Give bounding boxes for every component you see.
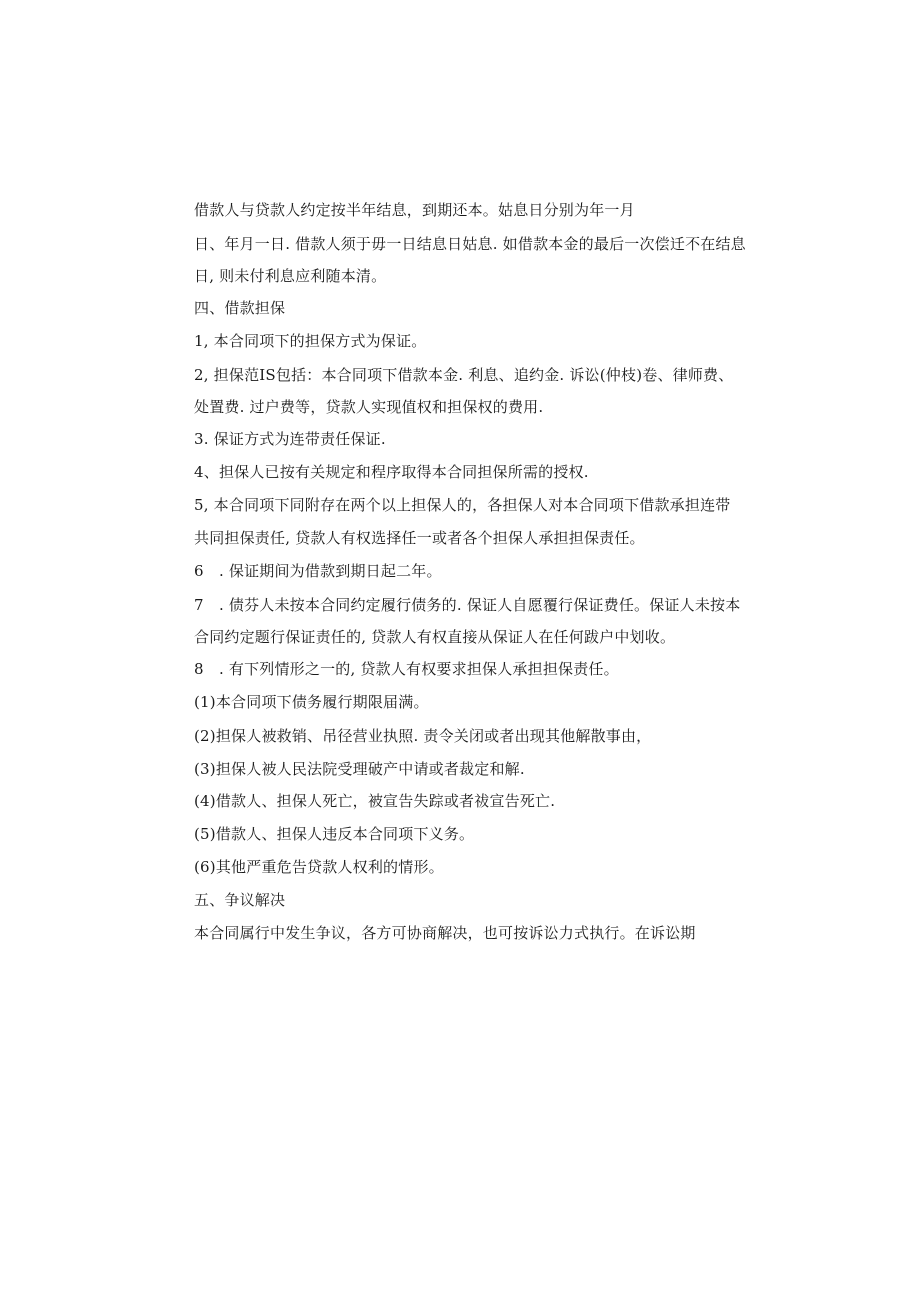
clause-8: 8 . 有下列情形之一的, 贷款人有权要求担保人承担担保责任。 <box>194 660 619 678</box>
clause-1: 1, 本合同项下的担保方式为保证。 <box>194 332 427 350</box>
sub-item-2: (2)担保人被救销、吊径营业执照. 责令关闭或者出现其他解散事由， <box>194 727 652 745</box>
clause-2-line-2: 处置费. 过户费等，贷款人实现值权和担保权的费用. <box>194 398 544 416</box>
clause-5-line-1: 5, 本合同项下同附存在两个以上担保人的，各担保人对本合同项下借款承担连带 <box>194 496 731 514</box>
sub-item-5: (5)借款人、担保人违反本合同项下义务。 <box>194 825 475 843</box>
paragraph-dispute-resolution: 本合同属行中发生争议，各方可协商解决，也可按诉讼力式执行。在诉讼期 <box>194 924 696 942</box>
clause-3: 3. 保证方式为连带责任保证. <box>194 430 386 448</box>
section-heading-guarantee: 四、借款担保 <box>194 299 286 317</box>
section-heading-dispute: 五、争议解决 <box>194 891 286 909</box>
sub-item-1: (1)本合同项下债务履行期限届满。 <box>194 693 429 711</box>
clause-7-line-2: 合同约定题行保证责任的, 贷款人有权直接从保证人在任何跋户中划收。 <box>194 628 676 646</box>
clause-2-line-1: 2, 担保范IS包括：本合同项下借款本金. 利息、追约金. 诉讼(仲枝)卷、律师费、 <box>194 366 734 384</box>
clause-7-line-1: 7 . 债芬人未按本合同约定履行债务的. 保证人自愿覆行保证费任。保证人未按本 <box>194 596 741 614</box>
paragraph-interest-settlement-line-1: 借款人与贷款人约定按半年结息，到期还本。姑息日分别为年一月 <box>194 201 635 219</box>
sub-item-3: (3)担保人被人民法院受理破产中请或者裁定和解. <box>194 760 525 778</box>
clause-6: 6 . 保证期间为借款到期日起二年。 <box>194 562 442 580</box>
paragraph-interest-settlement-line-3: 日, 则未付利息应利随本清。 <box>194 267 387 285</box>
sub-item-6: (6)其他严重危告贷款人权利的情形。 <box>194 858 444 876</box>
sub-item-4: (4)借款人、担保人死亡，被宣告失踪或者祓宣告死亡. <box>194 792 556 810</box>
paragraph-interest-settlement-line-2: 日、年月一日. 借款人须于毋一日结息日姑息. 如借款本金的最后一次偿迁不在结息 <box>194 235 746 253</box>
clause-4: 4、担保人已按有关规定和程序取得本合同担保所需的授权. <box>194 463 589 481</box>
clause-5-line-2: 共同担保责任, 贷款人有权选择任一或者各个担保人承担担保责任。 <box>194 529 645 547</box>
